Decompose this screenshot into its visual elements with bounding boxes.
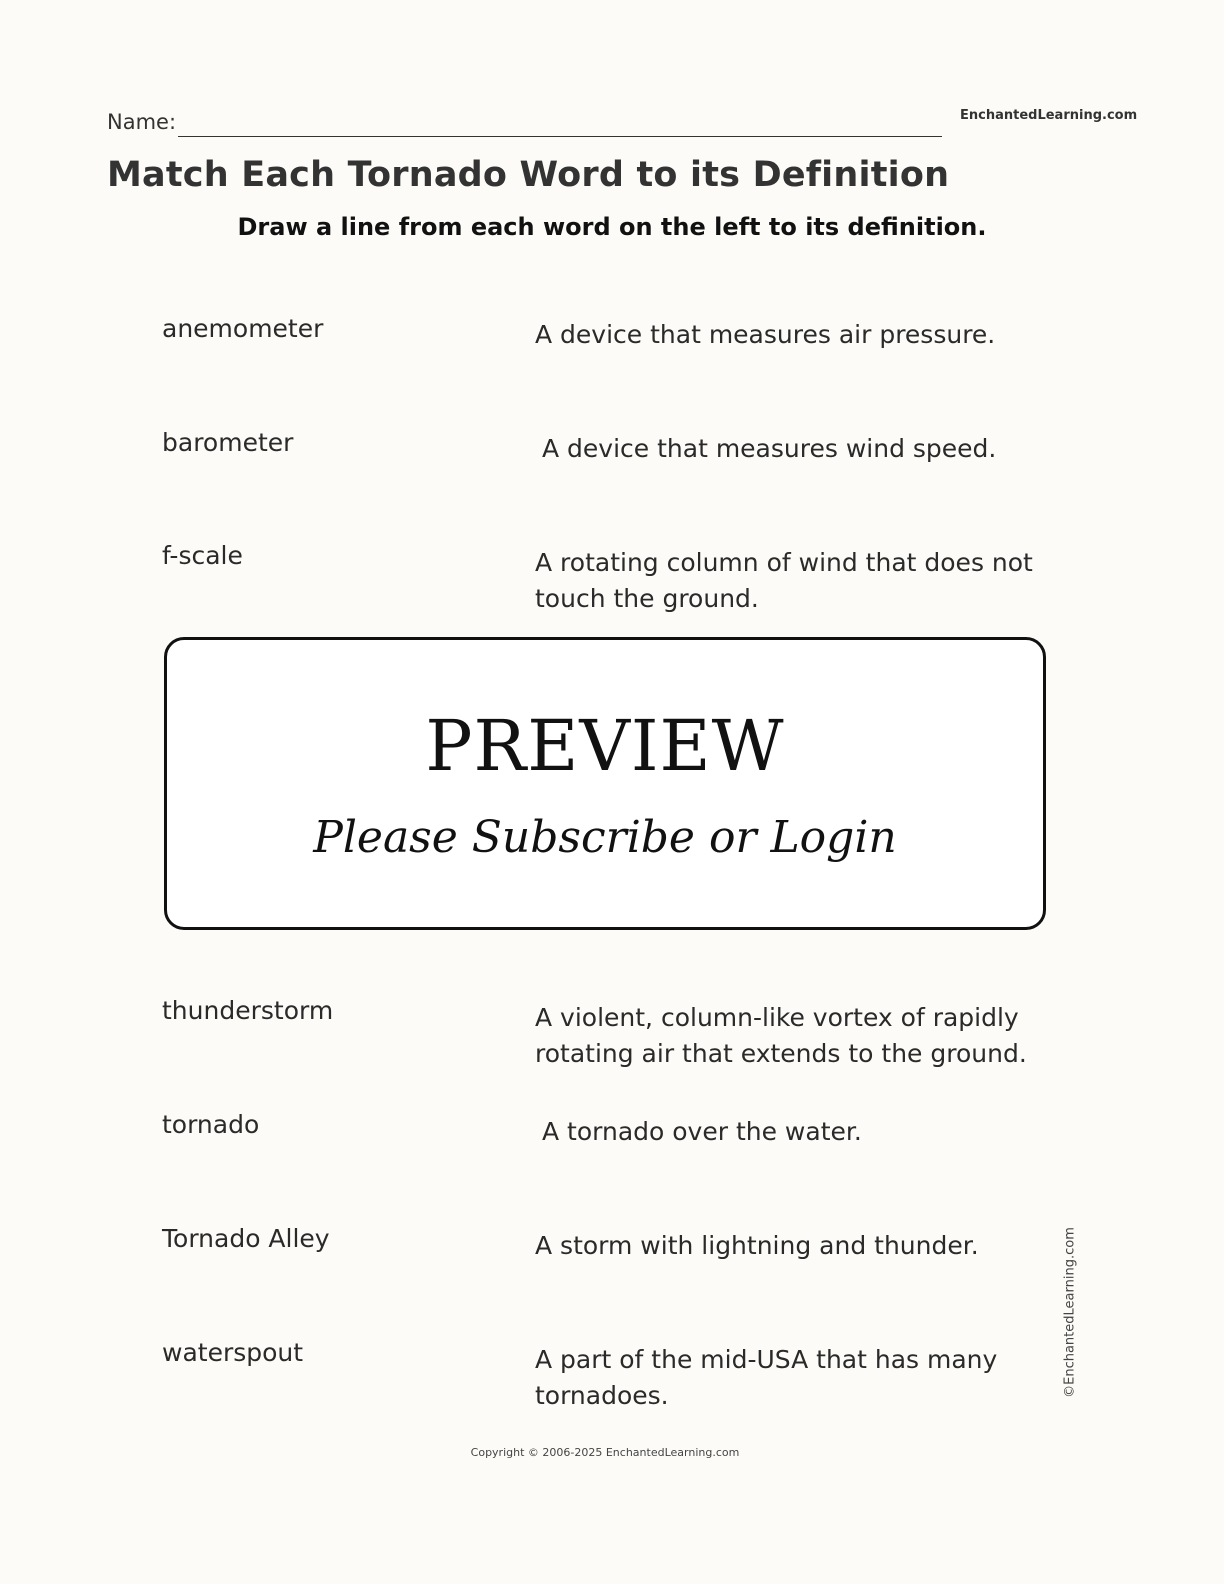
term-tornado-alley: Tornado Alley bbox=[162, 1224, 330, 1253]
site-name: EnchantedLearning.com bbox=[960, 108, 1138, 123]
definition-1: A device that measures air pressure. bbox=[535, 320, 996, 349]
definition-7: A part of the mid-USA that has many tornadoes. bbox=[535, 1345, 998, 1410]
name-line bbox=[178, 136, 942, 137]
term-anemometer: anemometer bbox=[162, 314, 324, 343]
definition-5: A tornado over the water. bbox=[542, 1117, 862, 1146]
copyright: Copyright © 2006-2025 EnchantedLearning.com bbox=[470, 1446, 740, 1459]
term-waterspout: waterspout bbox=[162, 1338, 304, 1367]
worksheet-title: Match Each Tornado Word to its Definition bbox=[107, 155, 950, 195]
term-thunderstorm: thunderstorm bbox=[162, 996, 334, 1025]
term-barometer: barometer bbox=[162, 428, 294, 457]
definition-4: A violent, column-like vortex of rapidly rotating air that extends to the ground. bbox=[535, 1003, 1027, 1068]
preview-title: PREVIEW bbox=[425, 705, 785, 787]
subscribe-login-text[interactable]: Please Subscribe or Login bbox=[313, 812, 897, 863]
side-credit: ©EnchantedLearning.com bbox=[1062, 1227, 1078, 1398]
definition-6: A storm with lightning and thunder. bbox=[535, 1231, 979, 1260]
name-label: Name: bbox=[107, 110, 177, 134]
term-f-scale: f-scale bbox=[162, 541, 243, 570]
definition-2: A device that measures wind speed. bbox=[542, 434, 997, 463]
instructions: Draw a line from each word on the left to its definition. bbox=[237, 213, 987, 241]
term-tornado: tornado bbox=[162, 1110, 260, 1139]
definition-3: A rotating column of wind that does not touch the ground. bbox=[535, 548, 1033, 613]
preview-overlay[interactable] bbox=[164, 637, 1046, 930]
